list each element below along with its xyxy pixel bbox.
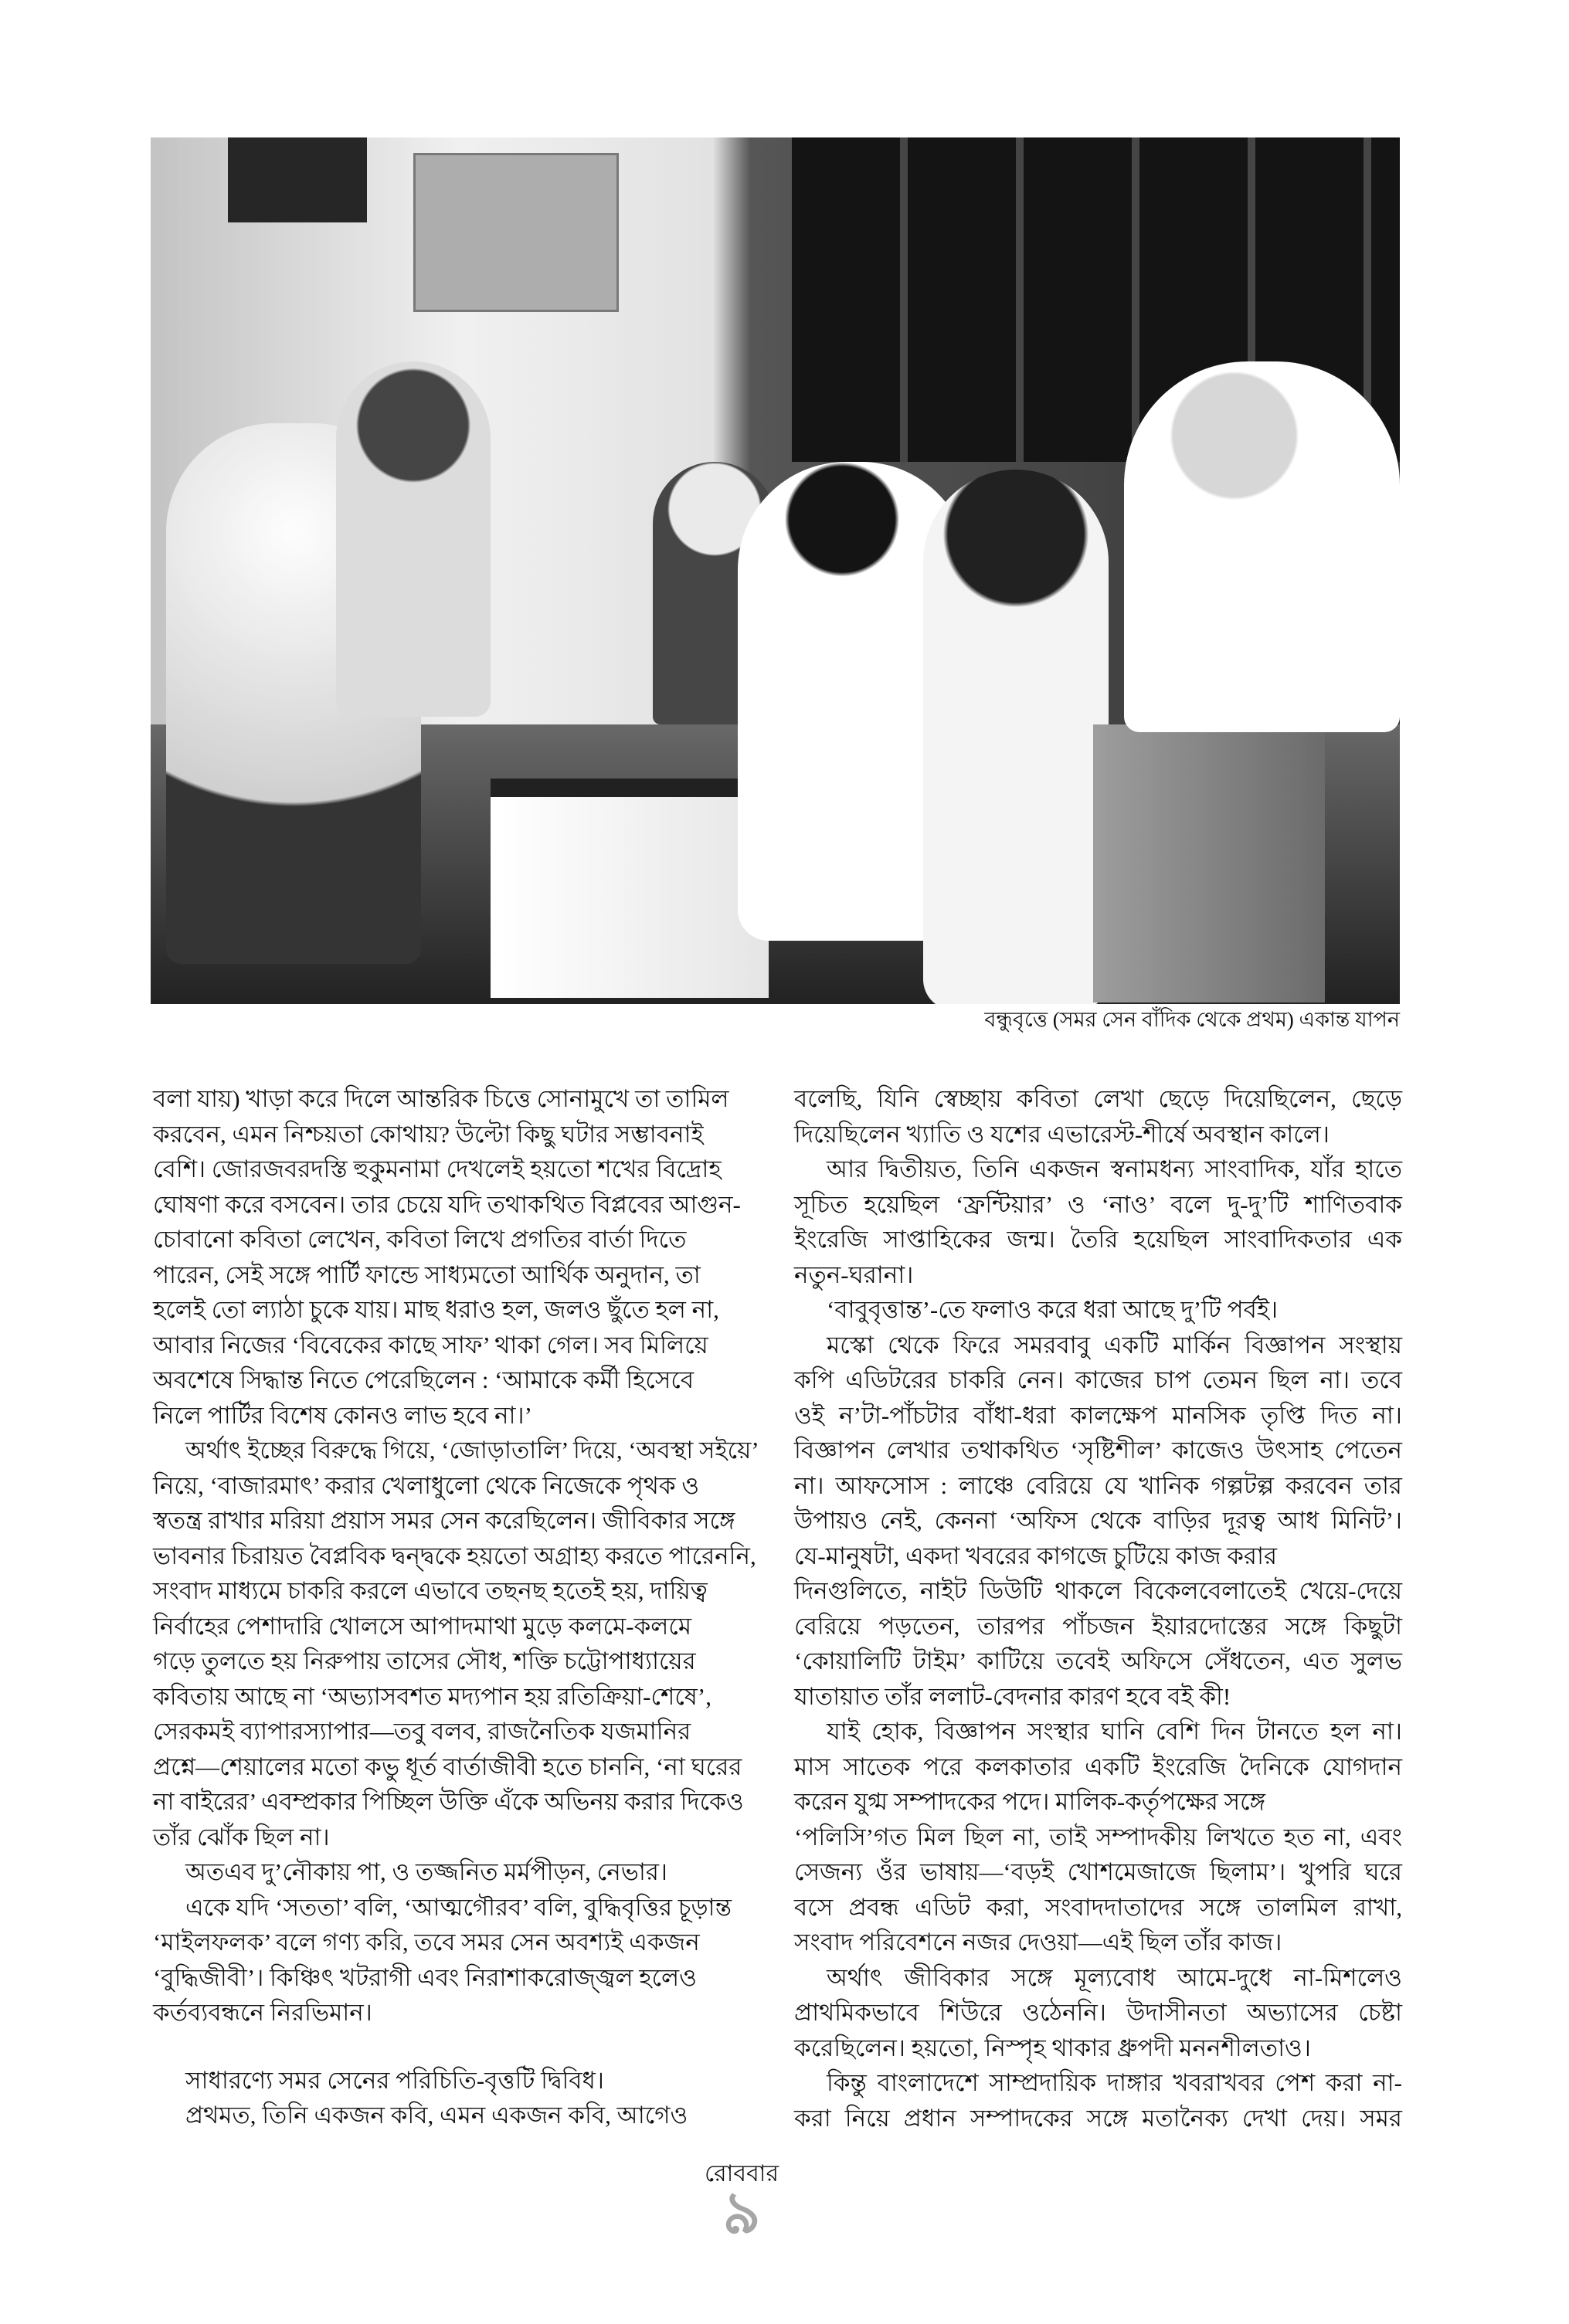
text-line: ইংরেজি সাপ্তাহিকের জন্ম। তৈরি হয়েছিল সাংবাদিকতার এক (794, 1226, 1402, 1253)
photo-dark-cloth (228, 137, 367, 222)
text-line: সূচিত হয়েছিল ‘ফ্রন্টিয়ার’ ও ‘নাও’ বলে দু-দু’টি শাণিতবাক (794, 1190, 1402, 1218)
text-line: বিজ্ঞাপন লেখার তথাকথিত ‘সৃষ্টিশীল’ কাজেও উৎসাহ পেতেন (794, 1437, 1402, 1464)
text-line: সেজন্য ওঁর ভাষায়—‘বড়ই খোশমেজাজে ছিলাম’। খুপরি ঘরে (794, 1858, 1402, 1885)
text-line: চোবানো কবিতা লেখেন, কবিতা লিখে প্রগতির বার্তা দিতে (153, 1226, 687, 1253)
text-line: মস্কো থেকে ফিরে সমরবাবু একটি মার্কিন বিজ্ঞাপন সংস্থায় (827, 1331, 1402, 1359)
page-number: ৯ (722, 2181, 761, 2246)
text-line: ওই ন’টা-পাঁচটার বাঁধা-ধরা কালক্ষেপ মানসিক তৃপ্তি দিত না। (794, 1401, 1402, 1429)
text-line: ‘কোয়ালিটি টাইম’ কাটিয়ে তবেই অফিসে সেঁধতেন, এত সুলভ (794, 1647, 1402, 1674)
text-line: ঘোষণা করে বসবেন। তার চেয়ে যদি তথাকথিত বিপ্লবের আগুন- (153, 1190, 741, 1218)
text-line: ‘পলিসি’গত মিল ছিল না, তাই সম্পাদকীয় লিখতে হত না, এবং (794, 1823, 1402, 1851)
text-line: যাতায়াত তাঁর ললাট-বেদনার কারণ হবে বই কী! (794, 1682, 1231, 1710)
text-line: প্রথমত, তিনি একজন কবি, এমন একজন কবি, আগেও (185, 2102, 688, 2129)
text-line: দিনগুলিতে, নাইট ডিউটি থাকলে বিকেলবেলাতেই খেয়ে-দেয়ে (794, 1577, 1402, 1604)
text-line: করেছিলেন। হয়তো, নিস্পৃহ থাকার ধ্রুপদী মননশীলতাও। (794, 2034, 1311, 2061)
photo-cabinet (1093, 724, 1325, 1003)
text-line: সাধারণ্যে সমর সেনের পরিচিতি-বৃত্তটি দ্বিবিধ। (185, 2066, 604, 2094)
text-line: নির্বাহের পেশাদারি খোলসে আপাদমাথা মুড়ে কলমে-কলমে (153, 1612, 692, 1640)
text-line: অবশেষে সিদ্ধান্ত নিতে পেরেছিলেন : ‘আমাকে কর্মী হিসেবে (153, 1366, 695, 1393)
text-line: করা নিয়ে প্রধান সম্পাদকের সঙ্গে মতানৈক্য দেখা দেয়। সমর (794, 2104, 1402, 2132)
article-column-left (153, 1081, 759, 2133)
text-line: তাঁর ঝোঁক ছিল না। (153, 1823, 330, 1851)
text-line: অর্থাৎ ইচ্ছের বিরুদ্ধে গিয়ে, ‘জোড়াতালি’ দিয়ে, ‘অবস্থা সইয়ে’ (185, 1437, 759, 1464)
text-line: একে যদি ‘সততা’ বলি, ‘আত্মগৌরব’ বলি, বুদ্ধিবৃত্তির চূড়ান্ত (185, 1893, 732, 1921)
text-line: ‘মাইলফলক’ বলে গণ্য করি, তবে সমর সেন অবশ্যই একজন (153, 1929, 700, 1956)
text-line: করবেন, এমন নিশ্চয়তা কোথায়? উল্টো কিছু ঘটার সম্ভাবনাই (153, 1120, 704, 1148)
photo-frame (413, 153, 619, 312)
text-line: অতএব দু’নৌকায় পা, ও তজ্জনিত মর্মপীড়ন, নেভার। (185, 1858, 667, 1885)
text-line: মাস সাতেক পরে কলকাতার একটি ইংরেজি দৈনিকে যোগদান (794, 1752, 1402, 1780)
text-line: গড়ে তুলতে হয় নিরুপায় তাসের সৌধ, শক্তি চট্টোপাধ্যায়ের (153, 1647, 696, 1674)
text-line: না বাইরের’ এবম্প্রকার পিচ্ছিল উক্তি এঁকে অভিনয় করার দিকেও (153, 1788, 744, 1815)
photo-caption: বন্ধুবৃত্তে (সমর সেন বাঁদিক থেকে প্রথম) একান্ত যাপন (984, 1008, 1400, 1031)
text-line: আবার নিজের ‘বিবেকের কাছে সাফ’ থাকা গেল। সব মিলিয়ে (153, 1331, 708, 1359)
photo-person-5 (923, 470, 1109, 1004)
text-line: কর্তব্যবন্ধনে নিরভিমান। (153, 1999, 372, 2026)
text-line: বলা যায়) খাড়া করে দিলে আন্তরিক চিত্তে সোনামুখে তা তামিল (153, 1085, 729, 1112)
text-line: করেন যুগ্ম সম্পাদকের পদে। মালিক-কর্তৃপক্ষের সঙ্গে (794, 1788, 1266, 1815)
text-line: বসে প্রবন্ধ এডিট করা, সংবাদদাতাদের সঙ্গে তালমিল রাখা, (794, 1893, 1402, 1921)
text-line: বেরিয়ে পড়তেন, তারপর পাঁচজন ইয়ারদোস্তের সঙ্গে কিছুটা (794, 1612, 1402, 1640)
text-line: সংবাদ মাধ্যমে চাকরি করলে এভাবে তছনছ হতেই হয়, দায়িত্ব (153, 1577, 708, 1604)
magazine-name: রোববার (705, 2161, 779, 2187)
text-line: যাই হোক, বিজ্ঞাপন সংস্থার ঘানি বেশি দিন টানতে হল না। (827, 1718, 1402, 1745)
text-line: দিয়েছিলেন খ্যাতি ও যশের এভারেস্ট-শীর্ষে অবস্থান কালে। (794, 1120, 1330, 1148)
group-photo (151, 137, 1400, 1004)
text-line: নিলে পার্টির বিশেষ কোনও লাভ হবে না।’ (153, 1401, 532, 1429)
text-line: কবিতায় আছে না ‘অভ্যাসবশত মদ্যপান হয় রতিক্রিয়া-শেষে’, (153, 1682, 711, 1710)
text-line: উপায়ও নেই, কেননা ‘অফিস থেকে বাড়ির দূরত্ব আধ মিনিট’। (794, 1507, 1402, 1534)
text-line: বলেছি, যিনি স্বেচ্ছায় কবিতা লেখা ছেড়ে দিয়েছিলেন, ছেড়ে (794, 1085, 1402, 1112)
photo-table (491, 779, 769, 998)
text-line: হলেই তো ল্যাঠা চুকে যায়। মাছ ধরাও হল, জলও ছুঁতে হল না, (153, 1296, 719, 1323)
text-line: প্রাথমিকভাবে শিউরে ওঠেননি। উদাসীনতা অভ্যাসের চেষ্টা (794, 1999, 1402, 2026)
text-line: কপি এডিটরের চাকরি নেন। কাজের চাপ তেমন ছিল না। তবে (794, 1366, 1402, 1393)
text-line: প্রশ্নে—শেয়ালের মতো কভু ধূর্ত বার্তাজীবী হতে চাননি, ‘না ঘরের (153, 1752, 742, 1780)
text-line: ‘বুদ্ধিজীবী’। কিঞ্চিৎ খটরাগী এবং নিরাশাকরোজ্জ্বল হলেও (153, 1963, 697, 1991)
text-line: নিয়ে, ‘বাজারমাৎ’ করার খেলাধুলো থেকে নিজেকে পৃথক ও (153, 1471, 700, 1499)
photo-person-2 (336, 361, 491, 717)
text-line: সেরকমই ব্যাপারস্যাপার—তবু বলব, রাজনৈতিক যজমানির (153, 1718, 691, 1745)
text-line: অর্থাৎ জীবিকার সঙ্গে মূল্যবোধ আমে-দুধে না-মিশলেও (827, 1963, 1402, 1991)
article-column-right (794, 1081, 1402, 2136)
text-line: ভাবনার চিরায়ত বৈপ্লবিক দ্বন্দ্বকে হয়তো অগ্রাহ্য করতে পারেননি, (153, 1542, 756, 1569)
text-line: নতুন-ঘরানা। (794, 1260, 914, 1288)
text-line: পারেন, সেই সঙ্গে পার্টি ফান্ডে সাধ্যমতো আর্থিক অনুদান, তা (153, 1260, 701, 1288)
photo-person-6 (1124, 361, 1400, 732)
text-line: কিন্তু বাংলাদেশে সাম্প্রদায়িক দাঙ্গার খবরাখবর পেশ করা না- (827, 2069, 1402, 2096)
text-line: সংবাদ পরিবেশনে নজর দেওয়া—এই ছিল তাঁর কাজ। (794, 1929, 1282, 1956)
text-line: বেশি। জোরজবরদস্তি হুকুমনামা দেখলেই হয়তো শখের বিদ্রোহ (153, 1155, 722, 1182)
text-line: যে-মানুষটা, একদা খবরের কাগজে চুটিয়ে কাজ করার (794, 1542, 1277, 1569)
text-line: আর দ্বিতীয়ত, তিনি একজন স্বনামধন্য সাংবাদিক, যাঁর হাতে (827, 1155, 1402, 1182)
text-line: ‘বাবুবৃত্তান্ত’-তে ফলাও করে ধরা আছে দু’টি পর্বই। (827, 1296, 1279, 1323)
text-line: স্বতন্ত্র রাখার মরিয়া প্রয়াস সমর সেন করেছিলেন। জীবিকার সঙ্গে (153, 1507, 735, 1534)
text-line: না। আফসোস : লাঞ্চে বেরিয়ে যে খানিক গল্পটল্প করবেন তার (794, 1471, 1402, 1499)
